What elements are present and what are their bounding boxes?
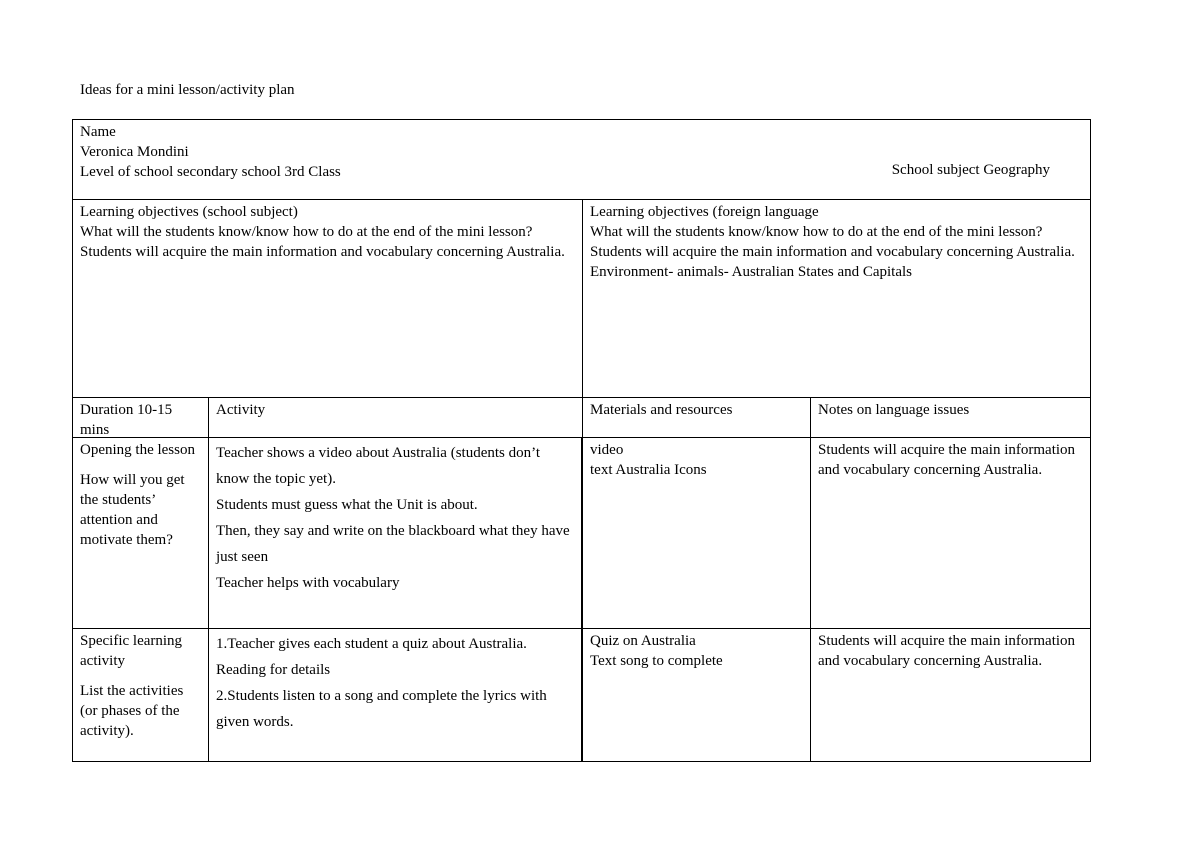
phase-note: How will you get the students’ attention and motivate them? bbox=[80, 472, 189, 548]
col-header-duration bbox=[72, 397, 209, 438]
activity-line: Teacher shows a video about Australia (students don’t know the topic yet). bbox=[216, 445, 541, 487]
header-cell bbox=[72, 119, 1091, 200]
material-item: Quiz on Australia bbox=[590, 633, 696, 649]
notes-text: Students will acquire the main information and vocabulary concerning Australia. bbox=[818, 442, 1079, 478]
col-header-activity bbox=[208, 397, 583, 438]
objectives-foreign-answer: Students will acquire the main information and vocabulary concerning Australia. bbox=[590, 244, 1075, 260]
material-item: text Australia Icons bbox=[590, 462, 707, 478]
table-row-notes bbox=[810, 628, 1091, 762]
teacher-name: Veronica Mondini bbox=[80, 144, 189, 160]
table-row-activity bbox=[208, 628, 583, 762]
objectives-foreign-question: What will the students know/know how to do at the end of the mini lesson? bbox=[590, 224, 1043, 240]
page-title: Ideas for a mini lesson/activity plan bbox=[80, 82, 295, 98]
col-header-duration-text: Duration 10-15 mins bbox=[80, 402, 176, 438]
table-row-activity bbox=[208, 437, 583, 629]
objectives-school-cell bbox=[72, 199, 583, 398]
objectives-school-question: What will the students know/know how to do at the end of the mini lesson? bbox=[80, 224, 533, 240]
table-row-phase bbox=[72, 628, 209, 762]
activity-line: Then, they say and write on the blackboard what they have just seen bbox=[216, 523, 570, 565]
objectives-school-heading: Learning objectives (school subject) bbox=[80, 204, 298, 220]
activity-line: Teacher helps with vocabulary bbox=[216, 575, 400, 591]
table-row-notes bbox=[810, 437, 1091, 629]
phase-note: List the activities (or phases of the activity). bbox=[80, 683, 188, 739]
material-item: Text song to complete bbox=[590, 653, 723, 669]
phase-title: Opening the lesson bbox=[80, 442, 195, 458]
table-row-materials bbox=[582, 628, 811, 762]
col-header-notes bbox=[810, 397, 1091, 438]
objectives-foreign-heading: Learning objectives (foreign language bbox=[590, 204, 819, 220]
activity-line: 2.Students listen to a song and complete the lyrics with given words. bbox=[216, 688, 547, 730]
objectives-foreign-cell bbox=[582, 199, 1091, 398]
table-row-materials bbox=[582, 437, 811, 629]
activity-line: Reading for details bbox=[216, 662, 331, 678]
col-header-materials bbox=[582, 397, 811, 438]
objectives-school-answer: Students will acquire the main information and vocabulary concerning Australia. bbox=[80, 244, 565, 260]
lesson-plan-table bbox=[72, 119, 1091, 762]
col-header-notes-text: Notes on language issues bbox=[818, 402, 970, 418]
col-header-activity-text: Activity bbox=[216, 402, 266, 418]
notes-text: Students will acquire the main information and vocabulary concerning Australia. bbox=[818, 633, 1079, 669]
activity-line: Students must guess what the Unit is about. bbox=[216, 497, 478, 513]
table-row-phase bbox=[72, 437, 209, 629]
material-item: video bbox=[590, 442, 624, 458]
name-label: Name bbox=[80, 124, 116, 140]
school-level: Level of school secondary school 3rd Class bbox=[80, 164, 341, 180]
col-header-materials-text: Materials and resources bbox=[590, 402, 733, 418]
phase-title: Specific learning activity bbox=[80, 633, 186, 669]
objectives-foreign-extra: Environment- animals- Australian States and Capitals bbox=[590, 264, 913, 280]
school-subject: School subject Geography bbox=[891, 162, 1050, 178]
activity-line: 1.Teacher gives each student a quiz about Australia. bbox=[216, 636, 527, 652]
